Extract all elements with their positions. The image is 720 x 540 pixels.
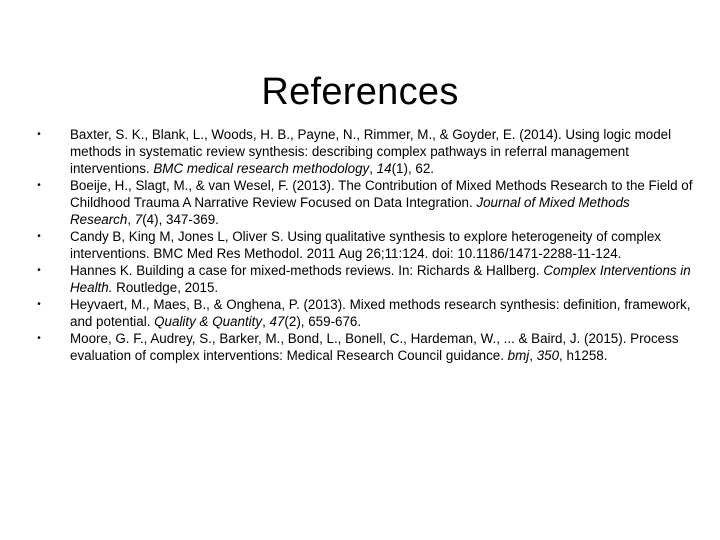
- bullet-icon: •: [37, 180, 41, 191]
- reference-italic-segment: BMC medical research methodology: [153, 161, 370, 176]
- reference-italic-segment: bmj: [507, 348, 530, 363]
- reference-segment: (2), 659-676.: [284, 314, 362, 329]
- reference-item: [34, 126, 694, 177]
- bullet-icon: •: [37, 299, 41, 310]
- bullet-icon: •: [37, 231, 41, 242]
- reference-item: [34, 228, 694, 262]
- reference-italic-segment: 7: [134, 212, 143, 227]
- reference-segment: ,: [529, 348, 537, 363]
- reference-segment: Moore, G. F., Audrey, S., Barker, M., Bond, L., Bonell, C., Hardeman, W., ... & Baird, J. (2015). Process evaluation of complex interventions: Medical Research Council guidance.: [70, 331, 679, 363]
- reference-italic-segment: 350: [536, 348, 560, 363]
- reference-italic-segment: 47: [269, 314, 285, 329]
- reference-italic-segment: Journal of Mixed Methods Research: [70, 195, 630, 227]
- reference-text: [70, 177, 694, 228]
- reference-segment: ,: [127, 212, 135, 227]
- reference-text: [70, 126, 694, 177]
- reference-item: [34, 296, 694, 330]
- reference-italic-segment: Quality & Quantity: [154, 314, 263, 329]
- reference-item: [34, 177, 694, 228]
- bullet-icon: •: [37, 333, 41, 344]
- reference-segment: Baxter, S. K., Blank, L., Woods, H. B., Payne, N., Rimmer, M., & Goyder, E. (2014). Using logic model methods in systematic review synthesis: describing complex pathways in referral management interventions.: [70, 127, 672, 176]
- reference-segment: Boeije, H., Slagt, M., & van Wesel, F. (2013). The Contribution of Mixed Methods Research to the Field of Childhood Trauma A Narrative Review Focused on Data Integration.: [70, 178, 693, 210]
- reference-segment: (4), 347-369.: [142, 212, 219, 227]
- reference-segment: ,: [262, 314, 270, 329]
- reference-segment: Candy B, King M, Jones L, Oliver S. Using qualitative synthesis to explore heterogeneity of complex interventions. BMC Med Res Methodol. 2011 Aug 26;11:124. doi: 10.1186/1471-2288-11-124.: [70, 229, 661, 261]
- reference-italic-segment: Complex Interventions in Health.: [70, 263, 691, 295]
- reference-text: [70, 262, 694, 296]
- reference-segment: ,: [369, 161, 377, 176]
- reference-item: [34, 330, 694, 364]
- reference-segment: , h1258.: [559, 348, 608, 363]
- reference-segment: Routledge, 2015.: [112, 280, 219, 295]
- reference-segment: Heyvaert, M., Maes, B., & Onghena, P. (2013). Mixed methods research synthesis: definition, framework, and potential.: [70, 297, 691, 329]
- reference-segment: (1), 62.: [391, 161, 434, 176]
- reference-text: [70, 330, 694, 364]
- bullet-icon: •: [37, 129, 41, 140]
- reference-list: [34, 126, 694, 364]
- reference-segment: Hannes K. Building a case for mixed-methods reviews. In: Richards & Hallberg.: [70, 263, 544, 278]
- bullet-icon: •: [37, 265, 41, 276]
- reference-text: [70, 296, 694, 330]
- reference-text: [70, 228, 694, 262]
- reference-italic-segment: 14: [376, 161, 392, 176]
- slide-title: References: [261, 71, 459, 114]
- reference-item: [34, 262, 694, 296]
